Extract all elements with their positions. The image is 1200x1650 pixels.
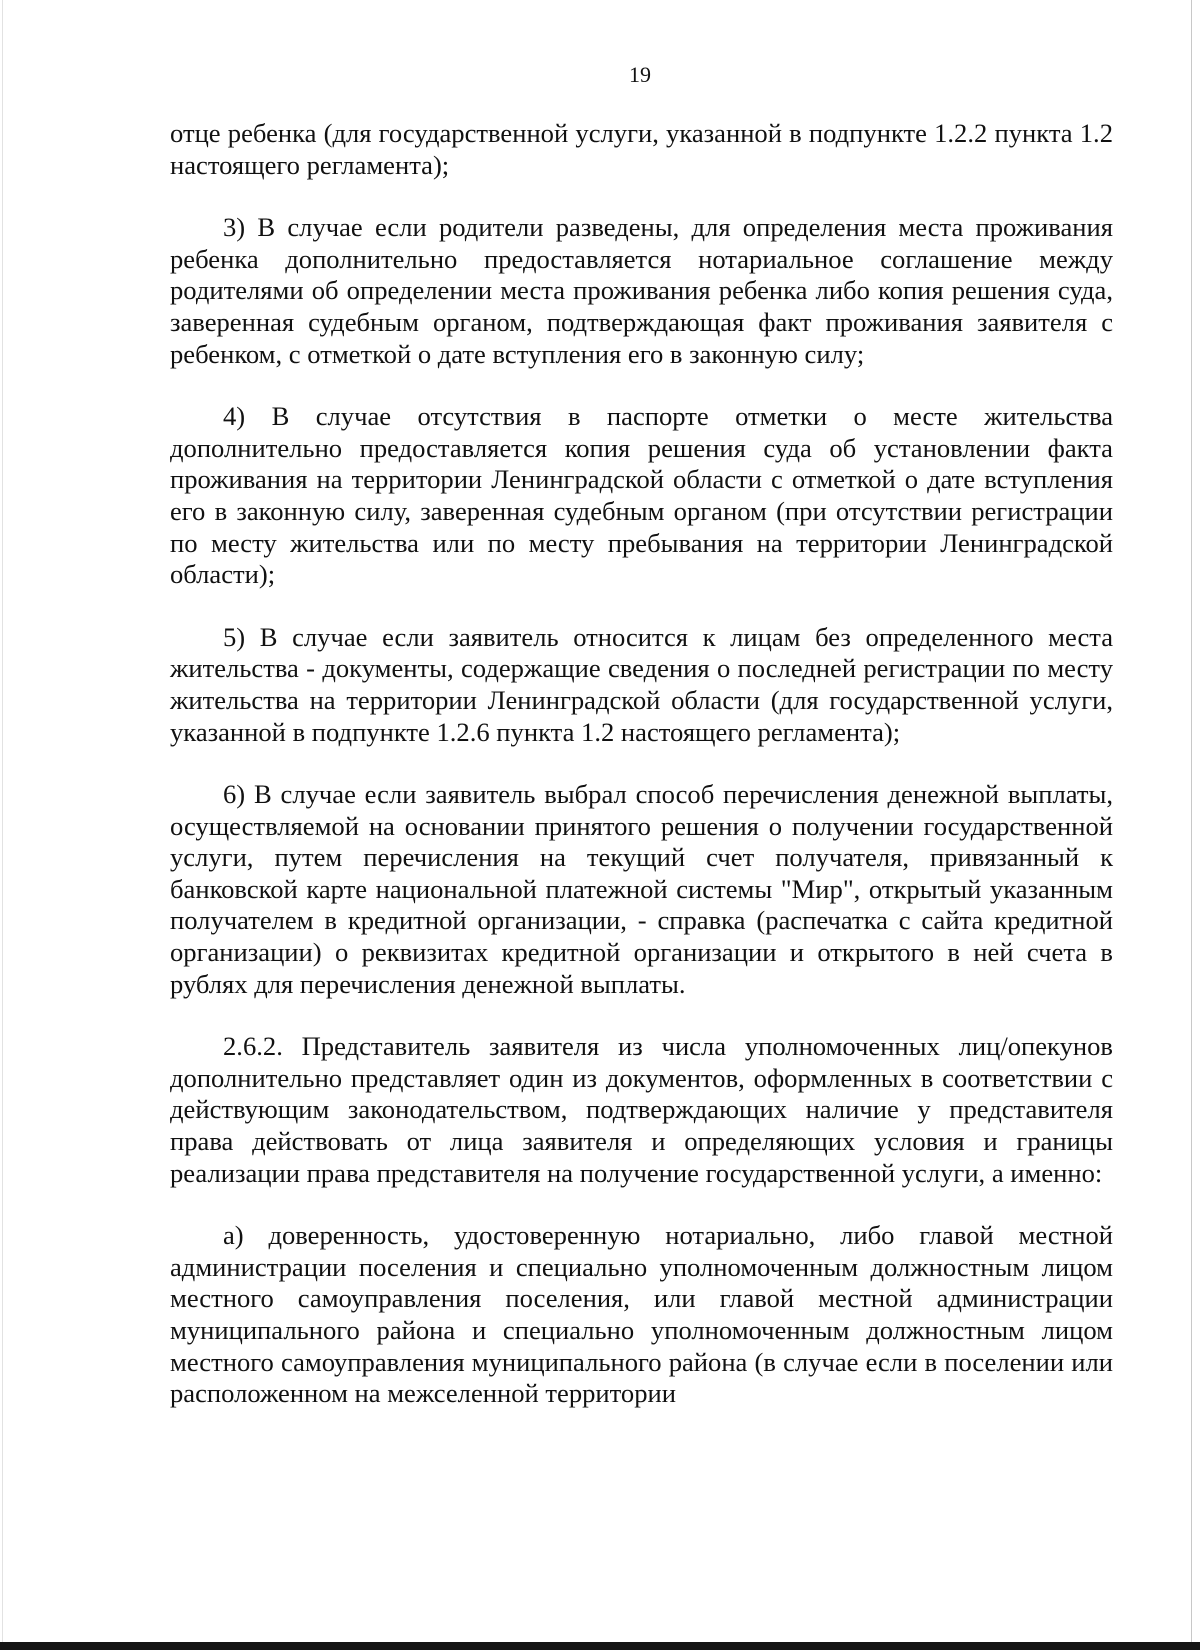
scan-right-edge xyxy=(1191,0,1192,1650)
paragraph-item-4: 4) В случае отсутствия в паспорте отметки о месте жительства дополнительно предоставляется копия решения суда об установлении факта проживания на территории Ленинградской области с отметкой о дате вступления его в законную силу, заверенная судебным органом (при отсутствии регистрации по месту жительства или по месту пребывания на территории Ленинградской области); xyxy=(170,401,1113,590)
paragraph-item-6: 6) В случае если заявитель выбрал способ перечисления денежной выплаты, осуществляемой на основании принятого решения о получении государственной услуги, путем перечисления на текущий счет получателя, привязанный к банковской карте национальной платежной системы "Мир", открытый указанным получателем в кредитной организации, - справка (распечатка с сайта кредитной организации) о реквизитах кредитной организации и открытого в ней счета в рублях для перечисления денежной выплаты. xyxy=(170,779,1113,999)
scan-bottom-edge xyxy=(0,1642,1200,1650)
paragraph-continuation: отце ребенка (для государственной услуги, указанной в подпункте 1.2.2 пункта 1.2 настоящего регламента); xyxy=(170,118,1113,180)
paragraph-item-5: 5) В случае если заявитель относится к лицам без определенного места жительства - документы, содержащие сведения о последней регистрации по месту жительства на территории Ленинградской области (для государственной услуги, указанной в подпункте 1.2.6 пункта 1.2 настоящего регламента); xyxy=(170,621,1113,747)
paragraph-2-6-2: 2.6.2. Представитель заявителя из числа уполномоченных лиц/опекунов дополнительно представляет один из документов, оформленных в соответствии с действующим законодательством, подтверждающих наличие у представителя права действовать от лица заявителя и определяющих условия и границы реализации права представителя на получение государственной услуги, а именно: xyxy=(170,1031,1113,1188)
scan-left-edge xyxy=(2,0,3,1650)
paragraph-item-3: 3) В случае если родители разведены, для определения места проживания ребенка дополнительно предоставляется нотариальное соглашение между родителями об определении места проживания ребенка либо копия решения суда, заверенная судебным органом, подтверждающая факт проживания заявителя с ребенком, с отметкой о дате вступления его в законную силу; xyxy=(170,212,1113,369)
page-number: 19 xyxy=(629,62,651,87)
paragraph-item-a: а) доверенность, удостоверенную нотариально, либо главой местной администрации поселения и специально уполномоченным должностным лицом местного самоуправления поселения, или главой местной администрации муниципального района и специально уполномоченным должностным лицом местного самоуправления муниципального района (в случае если в поселении или расположенном на межселенной территории xyxy=(170,1220,1113,1409)
document-body xyxy=(170,118,1113,1410)
